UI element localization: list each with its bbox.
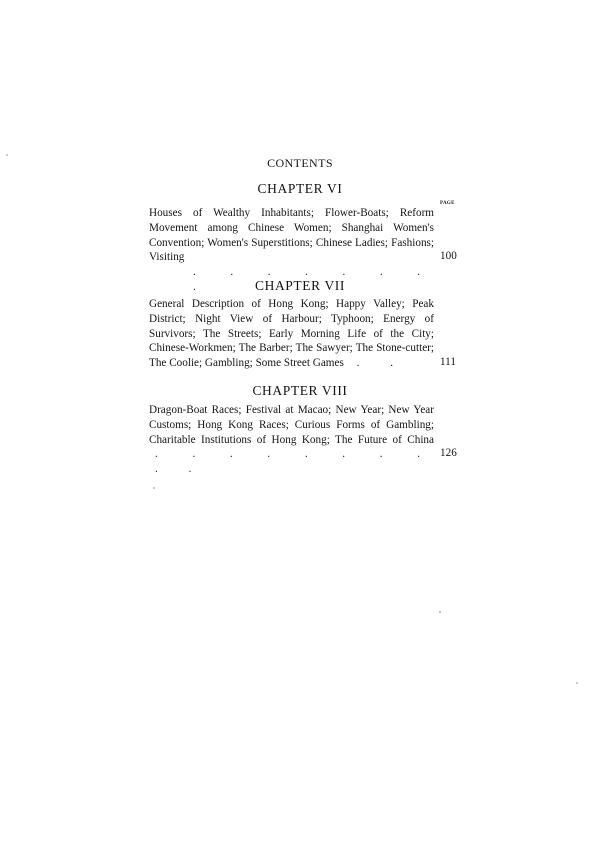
page-number: 100 bbox=[440, 250, 457, 262]
page-number: 126 bbox=[440, 447, 457, 459]
chapter-title: CHAPTER VII bbox=[255, 278, 345, 293]
dot-leaders: . . bbox=[356, 357, 408, 370]
contents-heading: CONTENTS bbox=[267, 156, 333, 170]
page-number: 111 bbox=[440, 356, 456, 368]
entry-text: Houses of Wealthy Inhabitants; Flower-Boats; Reform Movement among Chinese Women; Shanghai Women's Convention; Women's Superstitions; Chinese Ladies; Fashions; Visiting bbox=[149, 207, 434, 264]
paper-speck bbox=[576, 682, 578, 684]
chapter-title: CHAPTER VIII bbox=[252, 383, 348, 398]
chapter-entry bbox=[149, 403, 434, 477]
page-column-label: PAGE bbox=[440, 201, 455, 206]
paper-speck bbox=[6, 154, 8, 156]
dot-leaders: . . . . . . . . bbox=[193, 266, 434, 293]
dot-leaders: . . . . . . . . . . bbox=[155, 448, 434, 476]
entry-text: Dragon-Boat Races; Festival at Macao; New Year; New Year Customs; Hong Kong Races; Curious Forms of Gambling; Charitable Institutions of Hong Kong; The Future of China bbox=[149, 404, 434, 446]
chapter-title: CHAPTER VI bbox=[257, 181, 343, 196]
paper-speck bbox=[153, 487, 155, 489]
entry-text: General Description of Hong Kong; Happy Valley; Peak District; Night View of Harbour; Typhoon; Energy of Survivors; The Streets; Early Morning Life of the City; Chinese-Workmen; The Barber; The Sawyer; The Stone-cutter; The Coolie; Gambling; Some Street Games bbox=[149, 298, 434, 370]
paper-speck bbox=[439, 611, 441, 613]
chapter-entry bbox=[149, 297, 434, 371]
